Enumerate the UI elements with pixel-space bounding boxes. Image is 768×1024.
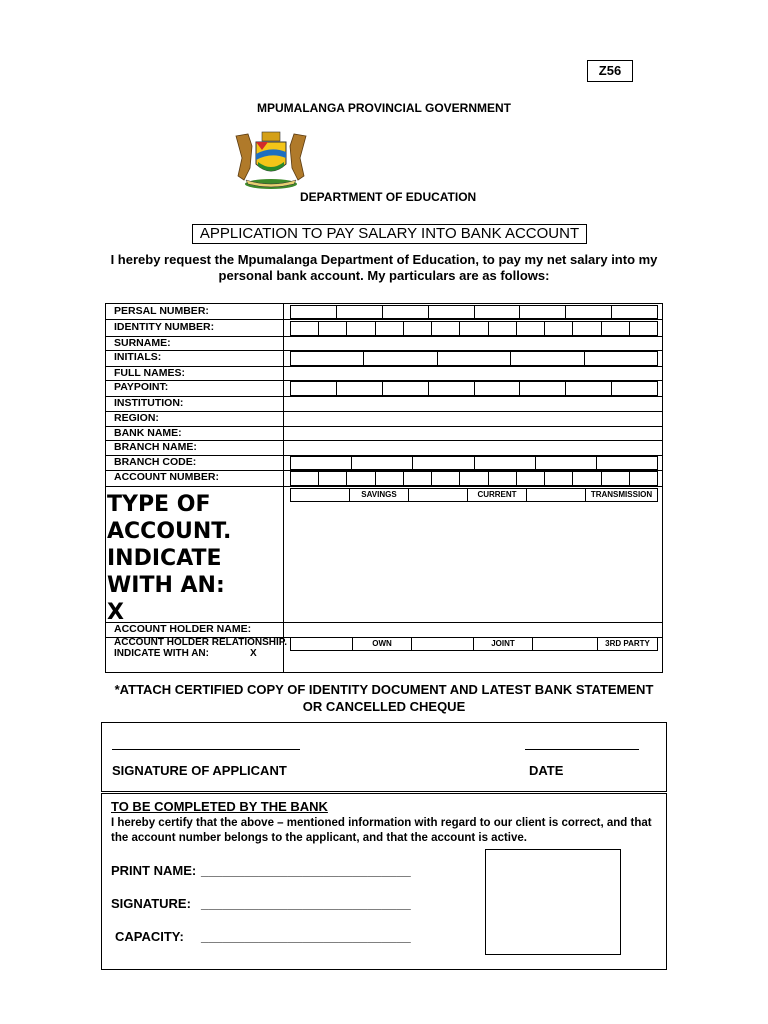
region-label: REGION: bbox=[114, 412, 159, 424]
bank-signature-line[interactable]: _____________________________ bbox=[201, 896, 411, 911]
attach-note-line-2: OR CANCELLED CHEQUE bbox=[302, 699, 466, 714]
institution-label: INSTITUTION: bbox=[114, 397, 184, 409]
bank-certify-line-1: I hereby certify that the above – mentioned information with regard to our client is correct, and that bbox=[111, 817, 652, 829]
particulars-table bbox=[105, 303, 663, 673]
own-label: OWN bbox=[353, 638, 412, 650]
current-checkbox[interactable] bbox=[409, 489, 468, 501]
initials-boxes[interactable] bbox=[290, 351, 658, 366]
current-label: CURRENT bbox=[468, 489, 527, 501]
bank-certify-text bbox=[111, 816, 661, 846]
own-checkbox[interactable] bbox=[291, 638, 353, 650]
form-code-box: Z56 bbox=[587, 60, 633, 82]
initials-label: INITIALS: bbox=[114, 351, 162, 363]
account-holder-name-label: ACCOUNT HOLDER NAME: bbox=[114, 623, 252, 635]
coat-of-arms-logo bbox=[228, 128, 314, 190]
account-type-line-1: TYPE OF bbox=[107, 492, 211, 517]
department-title: DEPARTMENT OF EDUCATION bbox=[300, 190, 477, 204]
holder-relationship-x: X bbox=[250, 648, 257, 659]
attach-note bbox=[0, 681, 768, 715]
government-title: MPUMALANGA PROVINCIAL GOVERNMENT bbox=[256, 101, 511, 115]
capacity-line[interactable]: _____________________________ bbox=[201, 929, 411, 944]
savings-checkbox[interactable] bbox=[291, 489, 350, 501]
paypoint-label: PAYPOINT: bbox=[114, 381, 169, 393]
holder-relationship-line-2: INDICATE WITH AN: bbox=[114, 648, 209, 659]
applicant-signature-box bbox=[101, 722, 667, 792]
date-label: DATE bbox=[529, 763, 564, 778]
account-type-heading bbox=[107, 491, 277, 626]
paypoint-boxes[interactable] bbox=[290, 381, 658, 396]
account-type-options bbox=[290, 488, 658, 502]
account-number-label: ACCOUNT NUMBER: bbox=[114, 471, 219, 483]
full-names-label: FULL NAMES: bbox=[114, 367, 185, 379]
print-name-label: PRINT NAME: bbox=[111, 863, 197, 878]
holder-relationship-line-1: ACCOUNT HOLDER RELATIONSHIP. bbox=[114, 637, 287, 648]
persal-number-boxes[interactable] bbox=[290, 305, 658, 319]
bank-stamp-box[interactable] bbox=[485, 849, 621, 955]
bank-name-label: BANK NAME: bbox=[114, 427, 182, 439]
bank-signature-label: SIGNATURE: bbox=[111, 896, 191, 911]
persal-number-label: PERSAL NUMBER: bbox=[114, 305, 209, 317]
holder-relationship-label bbox=[114, 637, 287, 659]
account-type-line-3: INDICATE bbox=[107, 546, 222, 571]
date-line[interactable] bbox=[525, 749, 639, 750]
account-type-line-2: ACCOUNT. bbox=[107, 519, 232, 544]
transmission-label: TRANSMISSION bbox=[590, 490, 653, 499]
branch-code-boxes[interactable] bbox=[290, 456, 658, 470]
joint-label: JOINT bbox=[474, 638, 533, 650]
branch-name-label: BRANCH NAME: bbox=[114, 441, 197, 453]
branch-code-label: BRANCH CODE: bbox=[114, 456, 197, 468]
attach-note-line-1: *ATTACH CERTIFIED COPY OF IDENTITY DOCUMENT AND LATEST BANK STATEMENT bbox=[114, 682, 654, 697]
third-party-label: 3RD PARTY bbox=[605, 639, 650, 648]
bank-section-title: TO BE COMPLETED BY THE BANK bbox=[111, 799, 328, 814]
relationship-options bbox=[290, 637, 658, 651]
print-name-line[interactable]: _____________________________ bbox=[201, 863, 411, 878]
account-type-line-5: X bbox=[107, 600, 124, 625]
joint-checkbox[interactable] bbox=[412, 638, 474, 650]
third-party-checkbox[interactable] bbox=[533, 638, 598, 650]
form-title: APPLICATION TO PAY SALARY INTO BANK ACCOUNT bbox=[192, 224, 587, 244]
bank-certify-line-2: the account number belongs to the applicant, and that the account is active. bbox=[111, 832, 527, 844]
identity-number-label: IDENTITY NUMBER: bbox=[114, 321, 215, 333]
intro-text bbox=[110, 252, 658, 284]
applicant-signature-line[interactable] bbox=[112, 749, 300, 750]
signature-of-applicant-label: SIGNATURE OF APPLICANT bbox=[112, 763, 287, 778]
account-type-line-4: WITH AN: bbox=[107, 573, 225, 598]
transmission-checkbox[interactable] bbox=[527, 489, 586, 501]
account-number-boxes[interactable] bbox=[290, 471, 658, 486]
identity-number-boxes[interactable] bbox=[290, 321, 658, 336]
surname-label: SURNAME: bbox=[114, 337, 171, 349]
intro-line-1: I hereby request the Mpumalanga Department of Education, to pay my net salary into my bbox=[110, 252, 658, 267]
intro-line-2: personal bank account. My particulars are as follows: bbox=[218, 268, 550, 283]
savings-label: SAVINGS bbox=[350, 489, 409, 501]
capacity-label: CAPACITY: bbox=[115, 929, 184, 944]
